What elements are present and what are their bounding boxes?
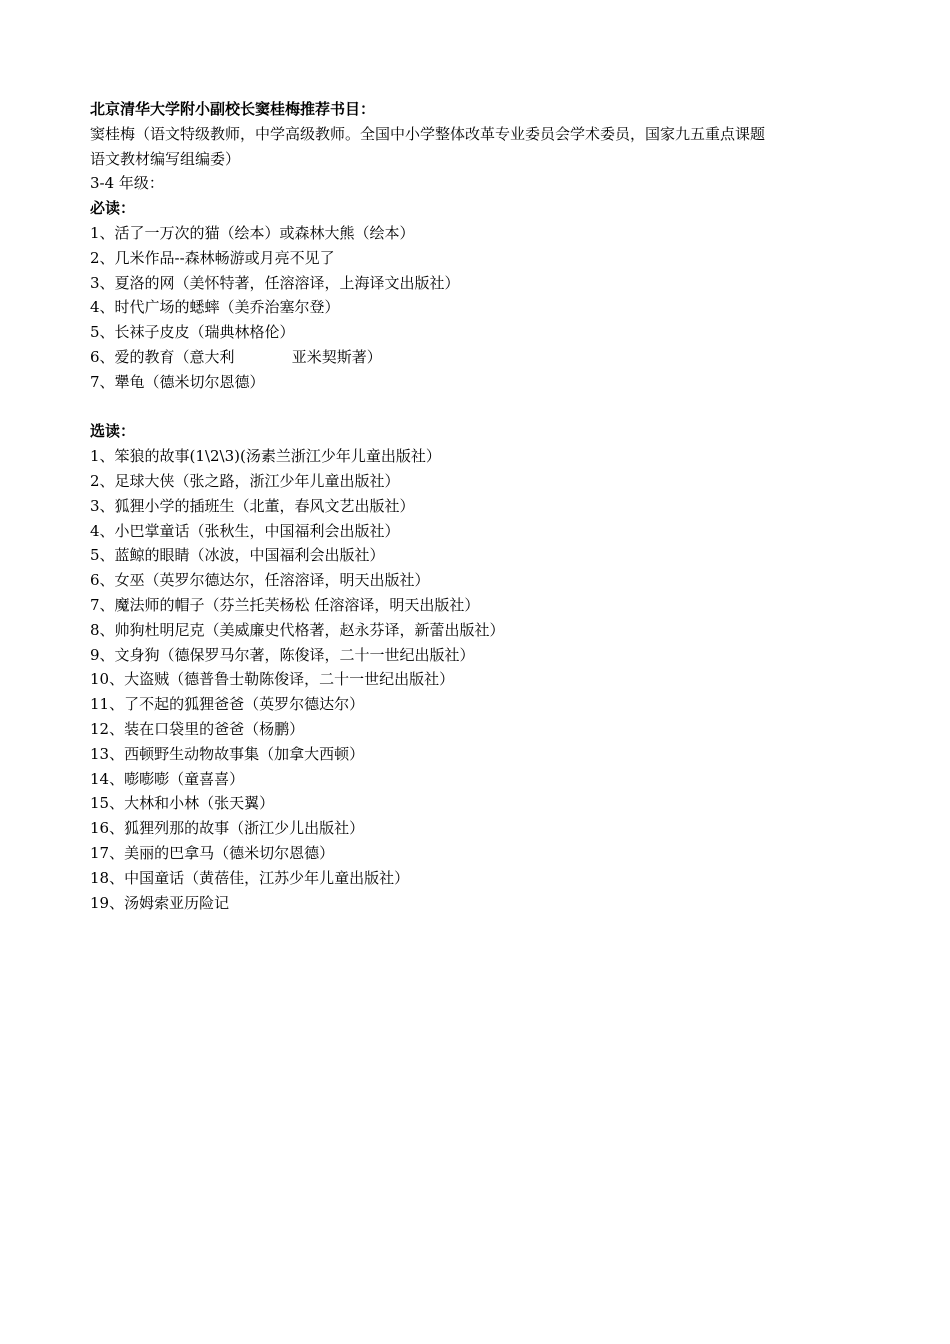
list-item: 1、笨狼的故事(1\2\3)(汤素兰浙江少年儿童出版社） — [90, 447, 441, 466]
list-item: 4、小巴掌童话（张秋生，中国福利会出版社） — [90, 521, 400, 540]
list-item: 6、爱的教育（意大利 亚米契斯著） — [90, 347, 382, 366]
author-intro-line-2: 语文教材编写组编委） — [90, 149, 241, 168]
list-item: 11、了不起的狐狸爸爸（英罗尔德达尔） — [90, 695, 365, 714]
list-item: 13、西顿野生动物故事集（加拿大西顿） — [90, 744, 365, 763]
grade-label: 3-4 年级： — [90, 174, 164, 193]
list-item: 16、狐狸列那的故事（浙江少儿出版社） — [90, 819, 365, 838]
required-reading-list — [90, 221, 870, 395]
list-item: 9、文身狗（德保罗马尔著，陈俊译，二十一世纪出版社） — [90, 645, 475, 664]
list-item: 7、犟龟（德米切尔恩德） — [90, 372, 265, 391]
list-item: 7、魔法师的帽子（芬兰托芙杨松 任溶溶译，明天出版社） — [90, 595, 480, 614]
list-item: 15、大林和小林（张天翼） — [90, 794, 275, 813]
document-body — [90, 97, 870, 915]
list-item: 14、嘭嘭嘭（童喜喜） — [90, 769, 245, 788]
required-reading-heading: 必读： — [90, 199, 136, 218]
spacer — [90, 395, 870, 420]
list-item: 6、女巫（英罗尔德达尔，任溶溶译，明天出版社） — [90, 571, 430, 590]
list-item: 5、长袜子皮皮（瑞典林格伦） — [90, 323, 295, 342]
list-item: 18、中国童话（黄蓓佳，江苏少年儿童出版社） — [90, 868, 410, 887]
list-item: 3、狐狸小学的插班生（北董，春风文艺出版社） — [90, 496, 415, 515]
list-item: 19、汤姆索亚历险记 — [90, 893, 230, 912]
list-item: 4、时代广场的蟋蟀（美乔治塞尔登） — [90, 298, 340, 317]
optional-reading-heading: 选读： — [90, 422, 136, 441]
list-item: 3、夏洛的网（美怀特著，任溶溶译，上海译文出版社） — [90, 273, 460, 292]
document-title: 北京清华大学附小副校长窦桂梅推荐书目： — [90, 100, 376, 118]
optional-reading-list — [90, 444, 870, 915]
list-item: 2、几米作品--森林畅游或月亮不见了 — [90, 248, 335, 267]
list-item: 12、装在口袋里的爸爸（杨鹏） — [90, 719, 305, 738]
list-item: 8、帅狗杜明尼克（美威廉史代格著，赵永芬译，新蕾出版社） — [90, 620, 505, 639]
list-item: 1、活了一万次的猫（绘本）或森林大熊（绘本） — [90, 223, 415, 242]
author-intro-line-1: 窦桂梅（语文特级教师，中学高级教师。全国中小学整体改革专业委员会学术委员，国家九五重点课题 — [90, 124, 766, 143]
list-item: 5、蓝鲸的眼睛（冰波，中国福利会出版社） — [90, 546, 385, 565]
list-item: 17、美丽的巴拿马（德米切尔恩德） — [90, 843, 335, 862]
list-item: 2、足球大侠（张之路，浙江少年儿童出版社） — [90, 471, 400, 490]
list-item: 10、大盗贼（德普鲁士勒陈俊译，二十一世纪出版社） — [90, 670, 455, 689]
